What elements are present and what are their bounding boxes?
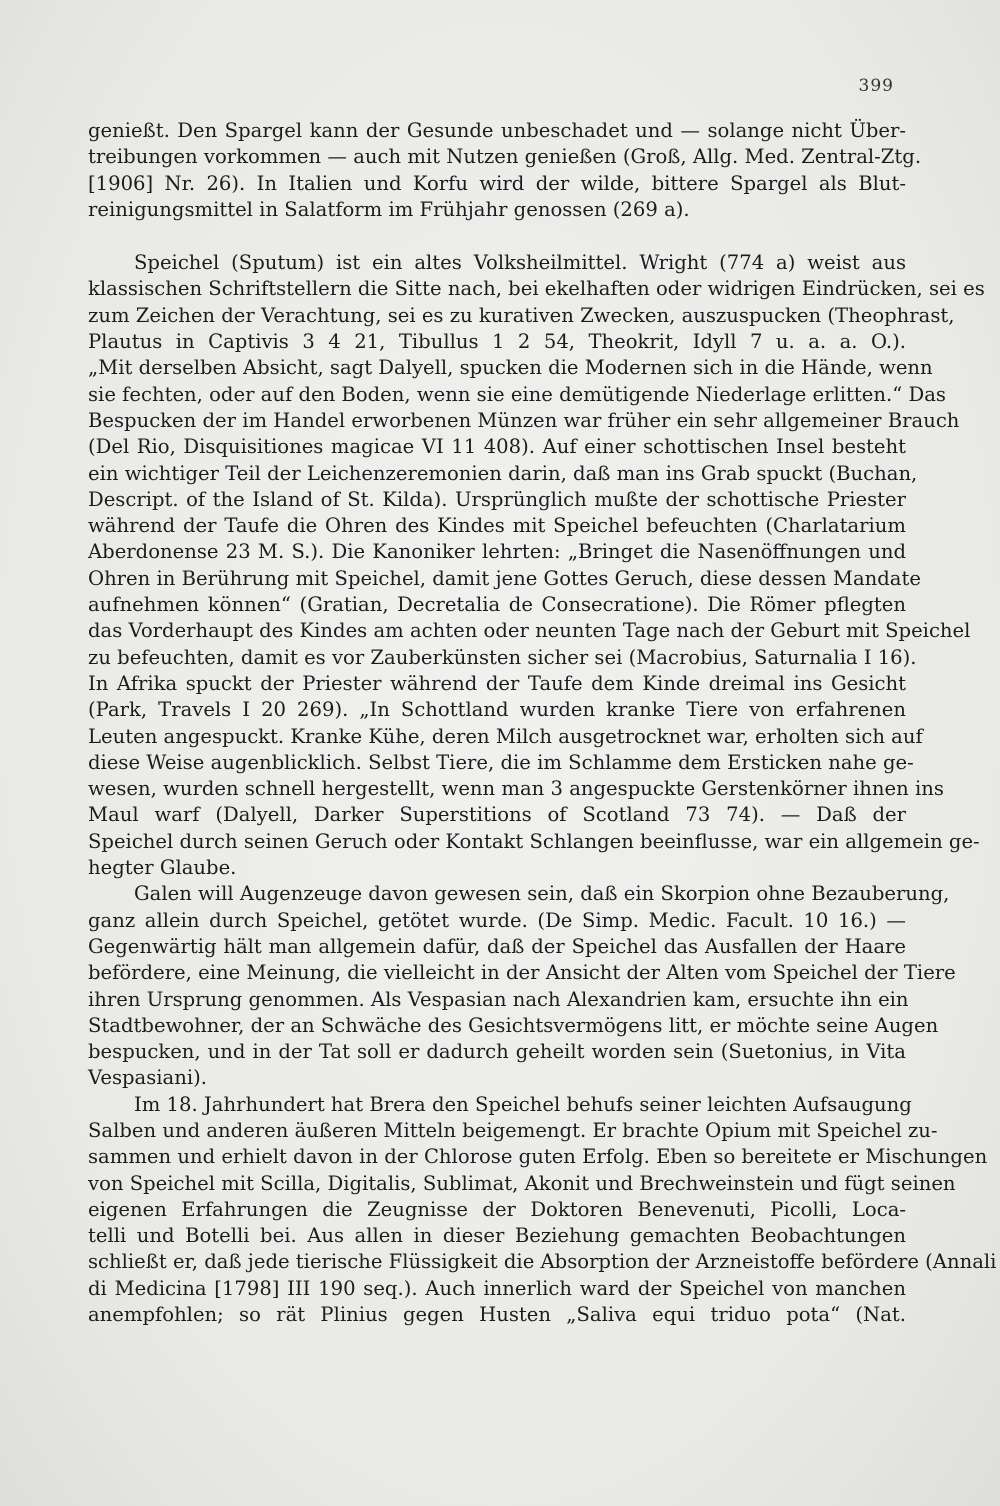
text-line: wesen, wurden schnell hergestellt, wenn man 3 angespuckte Gerstenkörner ihnen ins bbox=[88, 777, 944, 801]
text-line: „Mit derselben Absicht, sagt Dalyell, spucken die Modernen sich in die Hände, wenn bbox=[88, 356, 933, 380]
text-line: sammen und erhielt davon in der Chlorose guten Erfolg. Eben so bereitete er Mischungen bbox=[88, 1145, 988, 1169]
text-line: Ohren in Berührung mit Speichel, damit jene Gottes Geruch, diese dessen Mandate bbox=[88, 566, 921, 590]
text-line: Aberdonense 23 M. S.). Die Kanoniker lehrten: „Bringet die Nasenöffnungen und bbox=[88, 540, 906, 564]
text-line: zu befeuchten, damit es vor Zauberkünsten sicher sei (Macrobius, Saturnalia I 16). bbox=[88, 645, 917, 669]
text-line: Descript. of the Island of St. Kilda). Ursprünglich mußte der schottische Priester bbox=[88, 487, 906, 511]
text-line: bespucken, und in der Tat soll er dadurch geheilt worden sein (Suetonius, in Vita bbox=[88, 1040, 906, 1064]
text-line: Maul warf (Dalyell, Darker Superstitions of Scotland 73 74). — Daß der bbox=[88, 803, 906, 827]
text-line: das Vorderhaupt des Kindes am achten oder neunten Tage nach der Geburt mit Speichel bbox=[88, 619, 971, 643]
text-line: befördere, eine Meinung, die vielleicht in der Ansicht der Alten vom Speichel der Tiere bbox=[88, 961, 956, 985]
text-line: diese Weise augenblicklich. Selbst Tiere, die im Schlamme dem Ersticken nahe ge- bbox=[88, 750, 914, 774]
text-line: Gegenwärtig hält man allgemein dafür, daß der Speichel das Ausfallen der Haare bbox=[88, 934, 906, 958]
body-text bbox=[88, 118, 997, 1328]
text-line: ganz allein durch Speichel, getötet wurde. (De Simp. Medic. Facult. 10 16.) — bbox=[88, 908, 906, 932]
text-line: (Del Rio, Disquisitiones magicae VI 11 408). Auf einer schottischen Insel besteht bbox=[88, 435, 906, 459]
text-line: Plautus in Captivis 3 4 21, Tibullus 1 2 54, Theokrit, Idyll 7 u. a. a. O.). bbox=[88, 330, 906, 354]
text-line: ihren Ursprung genommen. Als Vespasian nach Alexandrien kam, ersuchte ihn ein bbox=[88, 987, 909, 1011]
text-line: aufnehmen können“ (Gratian, Decretalia de Consecratione). Die Römer pflegten bbox=[88, 593, 906, 617]
text-line: Vespasiani). bbox=[88, 1066, 207, 1090]
text-line: von Speichel mit Scilla, Digitalis, Sublimat, Akonit und Brechweinstein und fügt seinen bbox=[88, 1171, 956, 1195]
text-line: ein wichtiger Teil der Leichenzeremonien darin, daß man ins Grab spuckt (Buchan, bbox=[88, 461, 918, 485]
text-line: Bespucken der im Handel erworbenen Münzen war früher ein sehr allgemeiner Brauch bbox=[88, 408, 960, 432]
text-line: zum Zeichen der Verachtung, sei es zu kurativen Zwecken, auszuspucken (Theophrast, bbox=[88, 303, 955, 327]
paragraph-gap bbox=[88, 223, 906, 250]
text-line: Leuten angespuckt. Kranke Kühe, deren Milch ausgetrocknet war, erholten sich auf bbox=[88, 724, 923, 748]
text-line: In Afrika spuckt der Priester während der Taufe dem Kinde dreimal ins Gesicht bbox=[88, 671, 906, 695]
text-line: Speichel (Sputum) ist ein altes Volksheilmittel. Wright (774 a) weist aus bbox=[134, 251, 906, 275]
text-line: telli und Botelli bei. Aus allen in dieser Beziehung gemachten Beobachtungen bbox=[88, 1224, 906, 1248]
text-line: treibungen vorkommen — auch mit Nutzen genießen (Groß, Allg. Med. Zentral-Ztg. bbox=[88, 145, 922, 169]
page-number: 399 bbox=[858, 76, 894, 96]
text-line: klassischen Schriftstellern die Sitte nach, bei ekelhaften oder widrigen Eindrücken, sei es bbox=[88, 277, 985, 301]
text-line: Salben und anderen äußeren Mitteln beigemengt. Er brachte Opium mit Speichel zu- bbox=[88, 1118, 938, 1142]
text-line: Speichel durch seinen Geruch oder Kontakt Schlangen beeinflusse, war ein allgemein ge- bbox=[88, 829, 980, 853]
text-line: eigenen Erfahrungen die Zeugnisse der Doktoren Benevenuti, Picolli, Loca- bbox=[88, 1197, 906, 1221]
text-line: schließt er, daß jede tierische Flüssigkeit die Absorption der Arzneistoffe befördere (Annali bbox=[88, 1250, 997, 1274]
text-line: (Park, Travels I 20 269). „In Schottland wurden kranke Tiere von erfahrenen bbox=[88, 698, 906, 722]
text-line: di Medicina [1798] III 190 seq.). Auch innerlich ward der Speichel von manchen bbox=[88, 1276, 906, 1300]
text-line: während der Taufe die Ohren des Kindes mit Speichel befeuchten (Charlatarium bbox=[88, 514, 906, 538]
text-line: hegter Glaube. bbox=[88, 856, 237, 880]
text-line: [1906] Nr. 26). In Italien und Korfu wird der wilde, bittere Spargel als Blut- bbox=[88, 171, 906, 195]
text-line: anempfohlen; so rät Plinius gegen Husten „Saliva equi triduo pota“ (Nat. bbox=[88, 1303, 906, 1327]
text-line: Galen will Augenzeuge davon gewesen sein, daß ein Skorpion ohne Bezauberung, bbox=[134, 882, 950, 906]
text-line: sie fechten, oder auf den Boden, wenn sie eine demütigende Niederlage erlitten.“ Das bbox=[88, 382, 946, 406]
text-line: genießt. Den Spargel kann der Gesunde unbeschadet und — solange nicht Über- bbox=[88, 119, 906, 142]
text-line: Stadtbewohner, der an Schwäche des Gesichtsvermögens litt, er möchte seine Augen bbox=[88, 1013, 939, 1037]
text-line: Im 18. Jahrhundert hat Brera den Speichel behufs seiner leichten Aufsaugung bbox=[134, 1092, 912, 1116]
text-line: reinigungsmittel in Salatform im Frühjahr genossen (269 a). bbox=[88, 197, 690, 221]
